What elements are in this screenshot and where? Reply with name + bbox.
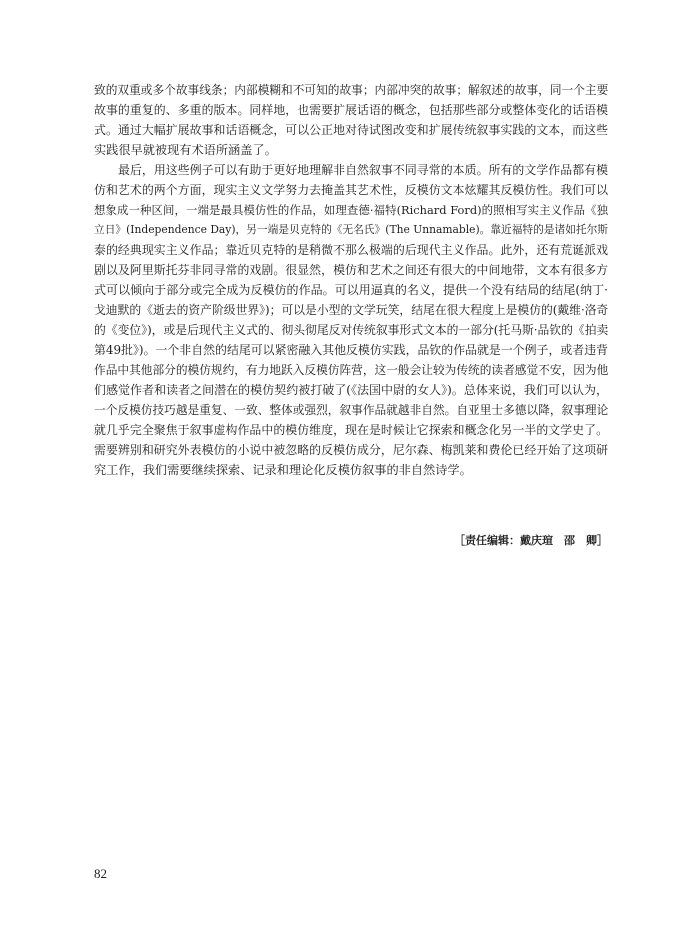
text-line: 戈迪默的《逝去的资产阶级世界》)；可以是小型的文学玩笑，结尾在很大程度上是模仿的(戴维·洛奇 — [94, 303, 609, 317]
text-line: 究工作，我们需要继续探索、记录和理论化反模仿叙事的非自然诗学。 — [94, 463, 472, 477]
text-line: 剧以及阿里斯托芬非同寻常的戏剧。很显然，模仿和艺术之间还有很大的中间地带，文本有很多方 — [94, 263, 608, 277]
text-line: 一个反模仿技巧越是重复、一致、整体或强烈，叙事作品就越非自然。自亚里士多德以降，叙事理论 — [94, 403, 609, 417]
paragraph-2 — [94, 160, 608, 480]
text-line: 式。通过大幅扩展故事和话语概念，可以公正地对待试图改变和扩展传统叙事实践的文本，而这些 — [94, 123, 608, 137]
text-line: 最后，用这些例子可以有助于更好地理解非自然叙事不同寻常的本质。所有的文学作品都有模 — [118, 163, 608, 177]
paragraph-1 — [94, 80, 608, 160]
text-line: 第49批》)。一个非自然的结尾可以紧密融入其他反模仿实践，品钦的作品就是一个例子，或者违背 — [94, 343, 608, 357]
text-line: 需要辨别和研究外表模仿的小说中被忽略的反模仿成分，尼尔森、梅凯莱和费伦已经开始了这项研 — [94, 443, 608, 457]
text-line: 致的双重或多个故事线条；内部模糊和不可知的故事；内部冲突的故事；解叙述的故事，同一个主要 — [94, 83, 609, 97]
text-line: 故事的重复的、多重的版本。同样地，也需要扩展话语的概念，包括那些部分或整体变化的话语模 — [94, 103, 608, 117]
text-line: 泰的经典现实主义作品；靠近贝克特的是稍微不那么极端的后现代主义作品。此外，还有荒诞派戏 — [94, 243, 608, 257]
editor-credit: ［责任编辑：戴庆瑄 邵 卿］ — [454, 534, 608, 547]
text-line: 立日》(Independence Day)，另一端是贝克特的《无名氏》(The Unnamable)。靠近福特的是诸如托尔斯 — [94, 223, 608, 236]
text-line: 仿和艺术的两个方面，现实主义文学努力去掩盖其艺术性，反模仿文本炫耀其反模仿性。我们可以 — [94, 183, 608, 197]
page-number: 82 — [94, 866, 107, 881]
text-line: 实践很早就被现有术语所涵盖了。 — [94, 143, 277, 157]
text-line: 的《变位》)，或是后现代主义式的、彻头彻尾反对传统叙事形式文本的一部分(托马斯·品钦的《拍卖 — [94, 323, 609, 337]
text-line: 就几乎完全聚焦于叙事虚构作品中的模仿维度，现在是时候让它探索和概念化另一半的文学史了。 — [94, 423, 608, 437]
text-line: 们感觉作者和读者之间潜在的模仿契约被打破了(《法国中尉的女人》)。总体来说，我们可以认为， — [94, 383, 608, 397]
text-line: 想象成一种区间，一端是最具模仿性的作品，如理查德·福特(Richard Ford)的照相写实主义作品《独 — [94, 203, 608, 217]
text-line: 作品中其他部分的模仿规约，有力地跃入反模仿阵营，这一般会让较为传统的读者感觉不安，因为他 — [94, 363, 609, 377]
body-text — [94, 80, 608, 480]
text-line: 式可以倾向于部分或完全成为反模仿的作品。可以用逼真的名义，提供一个没有结局的结尾(纳丁· — [94, 283, 608, 297]
